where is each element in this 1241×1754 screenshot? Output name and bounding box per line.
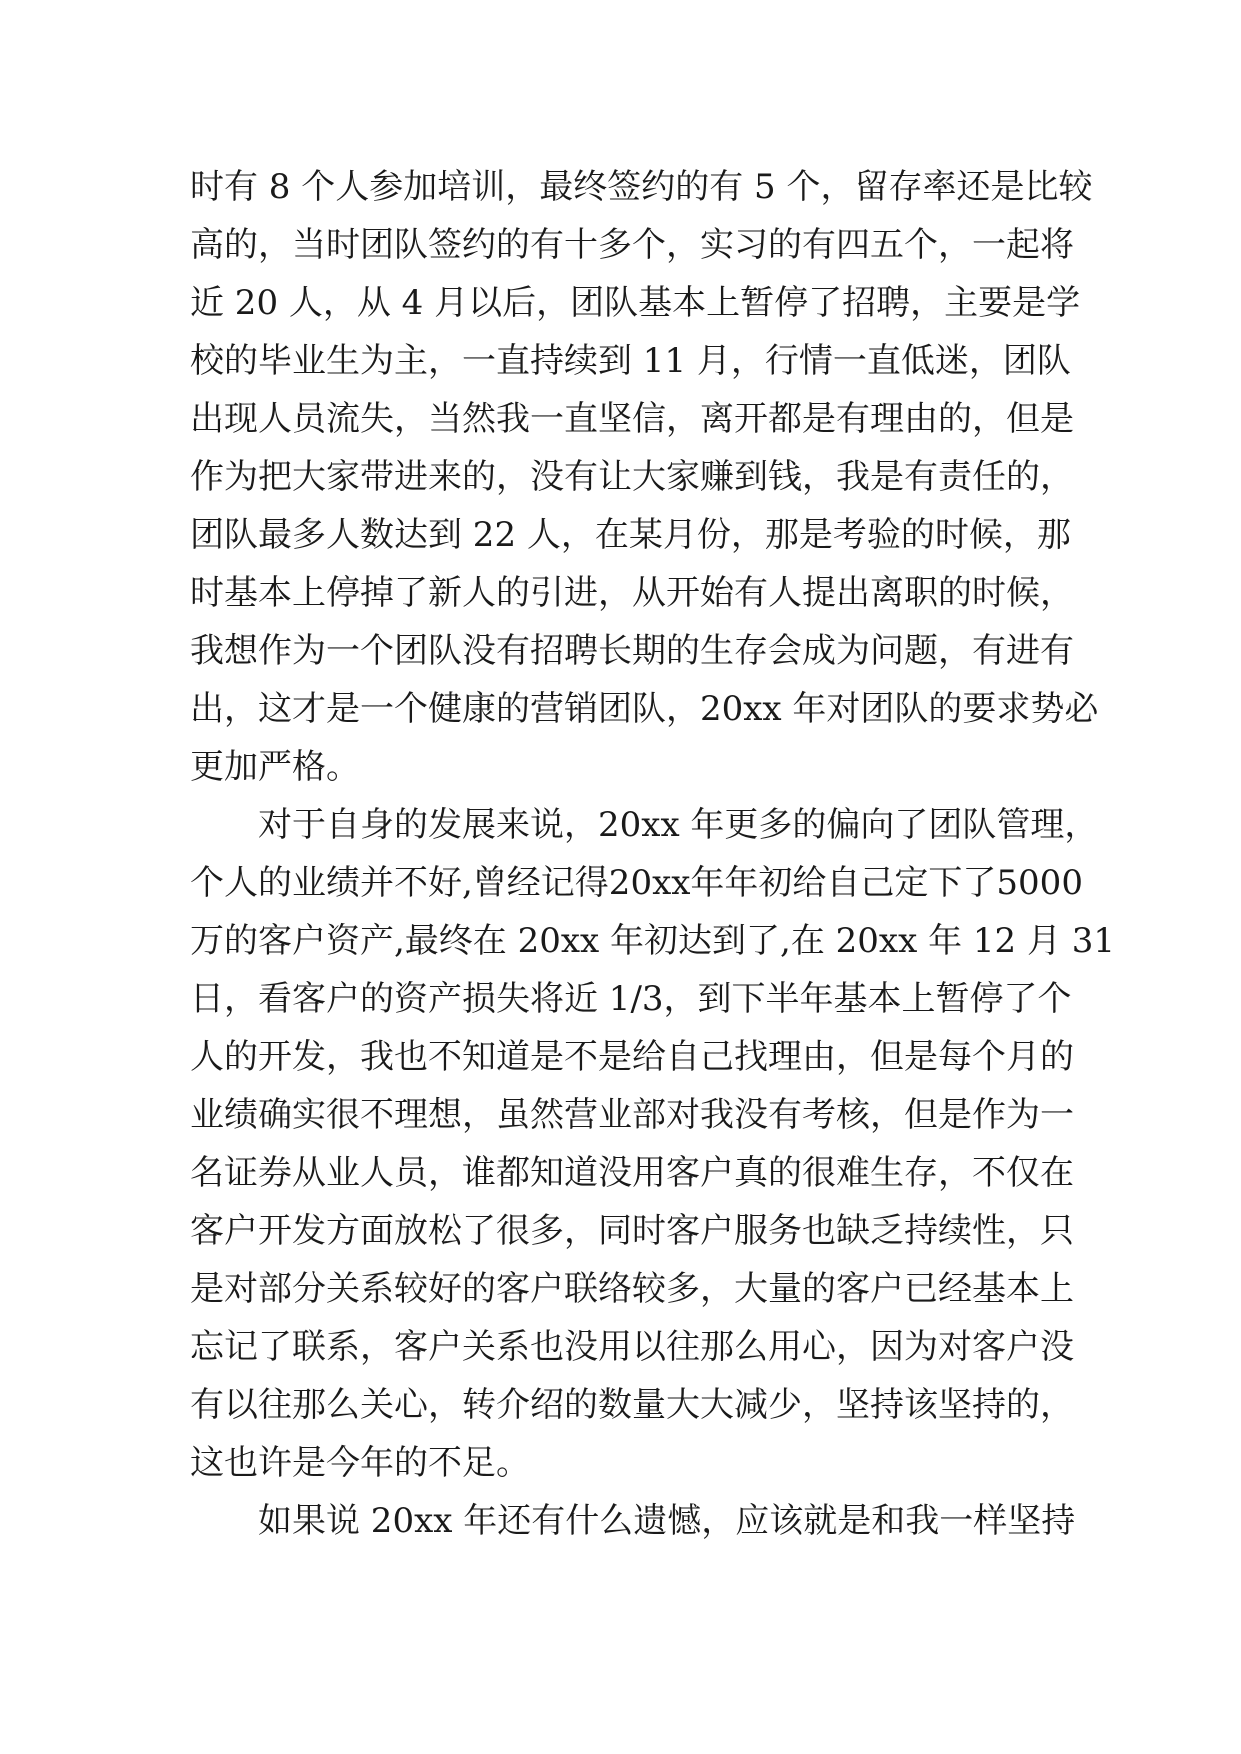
text-line: 作为把大家带进来的，没有让大家赚到钱，我是有责任的， (190, 457, 1074, 497)
paragraph (190, 1492, 1076, 1550)
text-line: 更加严格。 (190, 747, 360, 787)
text-line: 日，看客户的资产损失将近 1/3，到下半年基本上暂停了个 (190, 979, 1072, 1019)
document-body (190, 158, 1116, 1550)
text-line: 业绩确实很不理想，虽然营业部对我没有考核，但是作为一 (190, 1095, 1074, 1135)
text-line: 校的毕业生为主，一直持续到 11 月，行情一直低迷，团队 (190, 341, 1071, 381)
text-line: 万的客户资产,最终在 20xx 年初达到了,在 20xx 年 12 月 31 (190, 921, 1116, 961)
text-line: 有以往那么关心，转介绍的数量大大减少，坚持该坚持的， (190, 1385, 1074, 1425)
text-line: 个人的业绩并不好,曾经记得20xx年年初给自己定下了5000 (190, 863, 1083, 903)
text-line: 对于自身的发展来说，20xx 年更多的偏向了团队管理， (258, 805, 1099, 845)
text-line: 近 20 人，从 4 月以后，团队基本上暂停了招聘，主要是学 (190, 283, 1081, 323)
paragraph (190, 796, 1116, 1492)
text-line: 高的，当时团队签约的有十多个，实习的有四五个，一起将 (190, 225, 1074, 265)
text-line: 如果说 20xx 年还有什么遗憾，应该就是和我一样坚持 (258, 1501, 1076, 1541)
text-line: 出现人员流失，当然我一直坚信，离开都是有理由的，但是 (190, 399, 1074, 439)
text-line: 我想作为一个团队没有招聘长期的生存会成为问题，有进有 (190, 631, 1074, 671)
text-line: 这也许是今年的不足。 (190, 1443, 530, 1483)
text-line: 时有 8 个人参加培训，最终签约的有 5 个，留存率还是比较 (190, 167, 1093, 207)
text-line: 客户开发方面放松了很多，同时客户服务也缺乏持续性，只 (190, 1211, 1074, 1251)
paragraph (190, 158, 1099, 796)
text-line: 时基本上停掉了新人的引进，从开始有人提出离职的时候， (190, 573, 1074, 613)
text-line: 忘记了联系，客户关系也没用以往那么用心，因为对客户没 (190, 1327, 1074, 1367)
text-line: 是对部分关系较好的客户联络较多，大量的客户已经基本上 (190, 1269, 1074, 1309)
text-line: 人的开发，我也不知道是不是给自己找理由，但是每个月的 (190, 1037, 1074, 1077)
text-line: 出，这才是一个健康的营销团队，20xx 年对团队的要求势必 (190, 689, 1099, 729)
text-line: 团队最多人数达到 22 人，在某月份，那是考验的时候，那 (190, 515, 1071, 555)
text-line: 名证券从业人员，谁都知道没用客户真的很难生存，不仅在 (190, 1153, 1074, 1193)
